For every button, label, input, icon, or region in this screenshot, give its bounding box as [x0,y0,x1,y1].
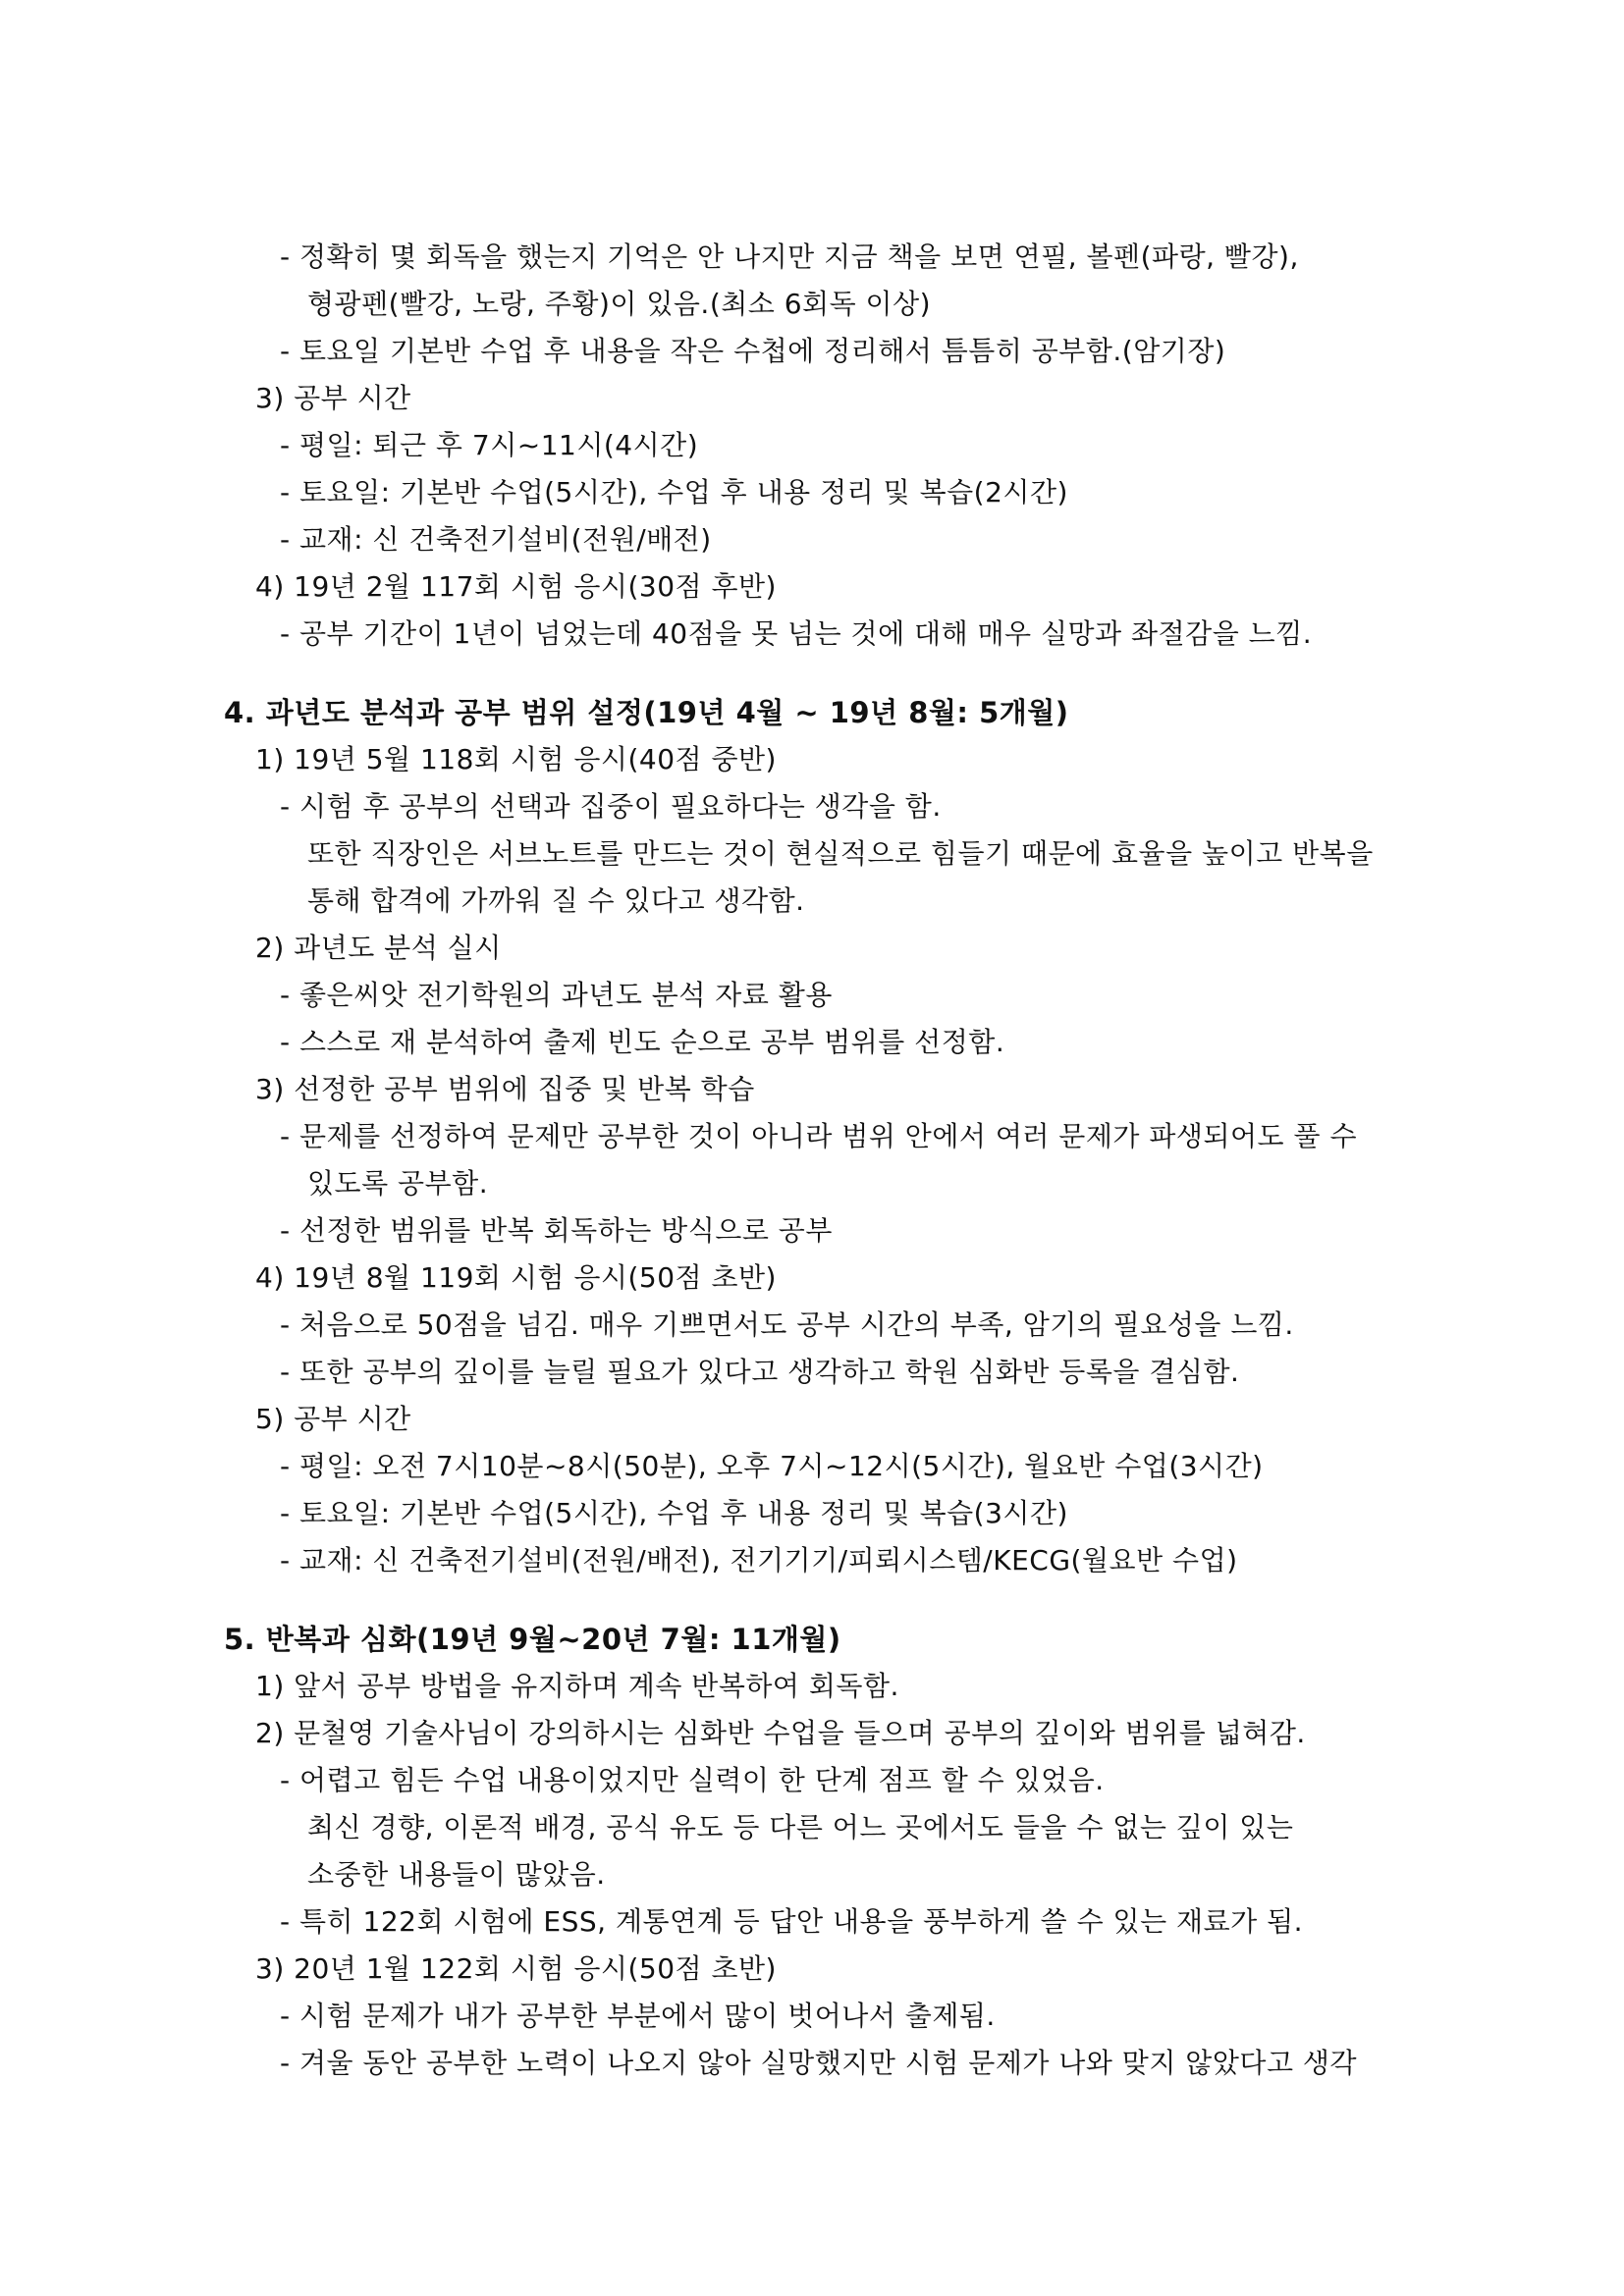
list-item: 소중한 내용들이 많았음. [307,1858,606,1891]
list-item: 1) 앞서 공부 방법을 유지하며 계속 반복하여 회독함. [255,1670,899,1702]
list-item: - 공부 기간이 1년이 넘었는데 40점을 못 넘는 것에 대해 매우 실망과 좌절감을 느낌. [280,617,1313,650]
list-item: 있도록 공부함. [307,1167,489,1200]
list-item: 2) 과년도 분석 실시 [255,932,502,964]
list-item: - 겨울 동안 공부한 노력이 나오지 않아 실망했지만 시험 문제가 나와 맞지 않았다고 생각 [280,2047,1357,2079]
list-item: - 토요일: 기본반 수업(5시간), 수업 후 내용 정리 및 복습(2시간) [280,476,1068,508]
list-item: 형광펜(빨강, 노랑, 주황)이 있음.(최소 6회독 이상) [307,288,932,320]
list-item: 3) 선정한 공부 범위에 집중 및 반복 학습 [255,1073,755,1105]
list-item: 통해 합격에 가까워 질 수 있다고 생각함. [307,884,805,917]
list-item: 4) 19년 8월 119회 시험 응시(50점 초반) [255,1261,777,1294]
list-item: - 교재: 신 건축전기설비(전원/배전), 전기기기/피뢰시스템/KECG(월요반 수업) [280,1544,1238,1576]
list-item: 3) 20년 1월 122회 시험 응시(50점 초반) [255,1952,777,1985]
list-item: - 시험 후 공부의 선택과 집중이 필요하다는 생각을 함. [280,790,942,823]
list-item: - 토요일: 기본반 수업(5시간), 수업 후 내용 정리 및 복습(3시간) [280,1497,1068,1529]
list-item: - 스스로 재 분석하여 출제 빈도 순으로 공부 범위를 선정함. [280,1026,1005,1058]
list-item: 1) 19년 5월 118회 시험 응시(40점 중반) [255,743,777,775]
list-item: - 좋은씨앗 전기학원의 과년도 분석 자료 활용 [280,979,833,1011]
list-item: - 평일: 퇴근 후 7시~11시(4시간) [280,429,699,461]
list-item: 2) 문철영 기술사님이 강의하시는 심화반 수업을 들으며 공부의 깊이와 범위를 넓혀감. [255,1717,1306,1749]
list-item: - 정확히 몇 회독을 했는지 기억은 안 나지만 지금 책을 보면 연필, 볼펜(파랑, 빨강), [280,240,1299,273]
list-item: - 토요일 기본반 수업 후 내용을 작은 수첩에 정리해서 틈틈히 공부함.(암기장) [280,335,1226,367]
list-item: 최신 경향, 이론적 배경, 공식 유도 등 다른 어느 곳에서도 들을 수 없는 깊이 있는 [307,1811,1294,1843]
list-item: - 교재: 신 건축전기설비(전원/배전) [280,523,712,556]
section-heading: 4. 과년도 분석과 공부 범위 설정(19년 4월 ~ 19년 8월: 5개월) [224,696,1069,729]
list-item: 또한 직장인은 서브노트를 만드는 것이 현실적으로 힘들기 때문에 효율을 높이고 반복을 [307,837,1374,870]
list-item: - 어렵고 힘든 수업 내용이었지만 실력이 한 단계 점프 할 수 있었음. [280,1764,1105,1796]
section-heading: 5. 반복과 심화(19년 9월~20년 7월: 11개월) [224,1623,841,1656]
list-item: - 평일: 오전 7시10분~8시(50분), 오후 7시~12시(5시간), 월요반 수업(3시간) [280,1450,1264,1482]
list-item: - 또한 공부의 깊이를 늘릴 필요가 있다고 생각하고 학원 심화반 등록을 결심함. [280,1356,1240,1388]
list-item: 4) 19년 2월 117회 시험 응시(30점 후반) [255,570,777,603]
list-item: - 특히 122회 시험에 ESS, 계통연계 등 답안 내용을 풍부하게 쓸 수 있는 재료가 됨. [280,1905,1304,1938]
list-item: - 선정한 범위를 반복 회독하는 방식으로 공부 [280,1214,833,1247]
list-item: - 시험 문제가 내가 공부한 부분에서 많이 벗어나서 출제됨. [280,2000,996,2032]
list-item: - 처음으로 50점을 넘김. 매우 기쁘면서도 공부 시간의 부족, 암기의 필요성을 느낌. [280,1308,1294,1341]
list-item: 5) 공부 시간 [255,1403,411,1435]
list-item: - 문제를 선정하여 문제만 공부한 것이 아니라 범위 안에서 여러 문제가 파생되어도 풀 수 [280,1120,1357,1152]
list-item: 3) 공부 시간 [255,382,411,414]
